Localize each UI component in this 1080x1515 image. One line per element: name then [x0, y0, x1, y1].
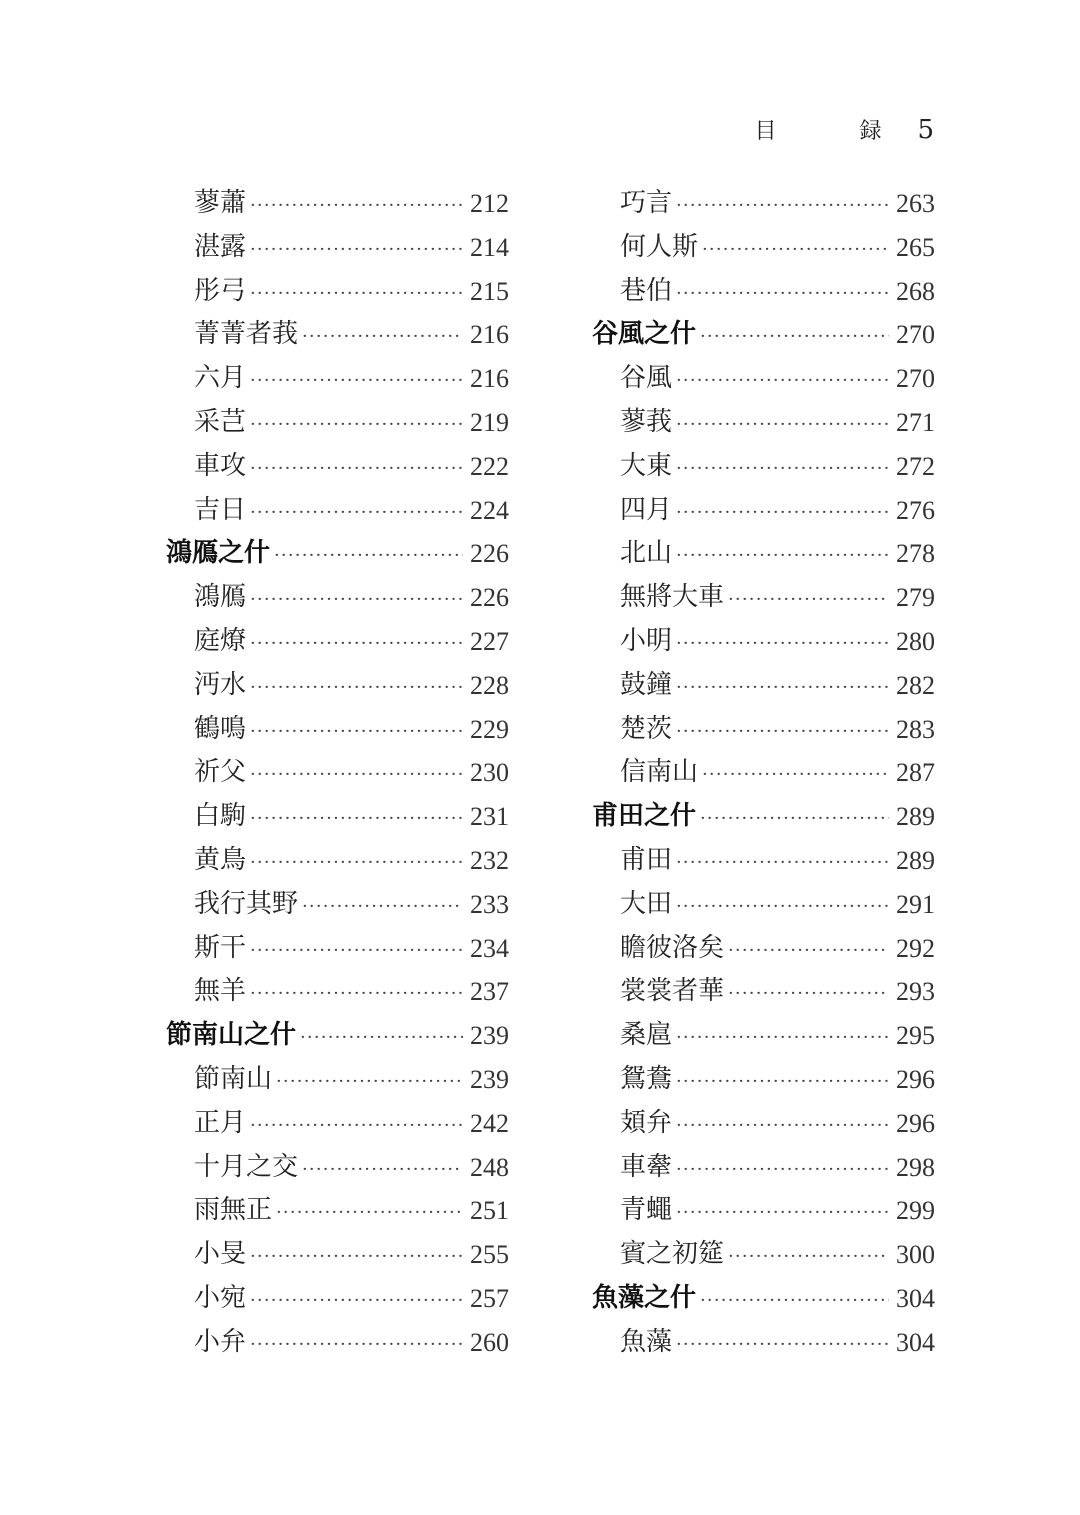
entry-page-number: 260 — [470, 1327, 509, 1357]
entry-title: 四月 — [620, 494, 673, 525]
page-number: 5 — [917, 115, 934, 145]
entry-title: 鴻鴈之什 — [166, 538, 271, 569]
dot-leader — [276, 1056, 463, 1104]
toc-entry — [592, 883, 936, 927]
entry-title: 楚茨 — [620, 713, 673, 744]
entry-title: 節南山之什 — [166, 1020, 297, 1051]
toc-entry — [166, 1189, 510, 1233]
entry-title: 沔水 — [194, 669, 247, 700]
dot-leader — [302, 881, 463, 929]
dot-leader — [728, 574, 889, 622]
entry-title: 裳裳者華 — [620, 976, 725, 1007]
toc-entry — [166, 313, 510, 357]
toc-entry — [166, 883, 510, 927]
entry-title: 甫田 — [620, 844, 673, 875]
toc-entry — [166, 839, 510, 883]
toc-entry — [592, 620, 936, 664]
dot-leader — [676, 268, 889, 316]
entry-title: 巷伯 — [620, 275, 673, 306]
dot-leader — [728, 968, 889, 1016]
entry-page-number: 304 — [896, 1327, 935, 1357]
entry-page-number: 280 — [896, 626, 935, 656]
dot-leader — [676, 662, 889, 710]
toc-entry — [592, 1321, 936, 1365]
dot-leader — [250, 574, 463, 622]
entry-page-number: 265 — [896, 232, 935, 262]
entry-page-number: 295 — [896, 1021, 935, 1051]
toc-entry — [166, 664, 510, 708]
entry-title: 大東 — [620, 450, 673, 481]
toc-entry — [166, 1277, 510, 1321]
entry-page-number: 272 — [896, 451, 935, 481]
toc-section-entry — [166, 1014, 510, 1058]
dot-leader — [700, 311, 889, 359]
entry-page-number: 300 — [896, 1240, 935, 1270]
entry-page-number: 227 — [470, 626, 509, 656]
entry-title: 庭燎 — [194, 625, 247, 656]
entry-page-number: 304 — [896, 1283, 935, 1313]
entry-title: 瞻彼洛矣 — [620, 932, 725, 963]
toc-entry — [592, 1146, 936, 1190]
entry-page-number: 234 — [470, 933, 509, 963]
dot-leader — [676, 1100, 889, 1148]
toc-entry — [592, 1014, 936, 1058]
entry-page-number: 279 — [896, 583, 935, 613]
entry-page-number: 214 — [470, 232, 509, 262]
toc-entry — [592, 576, 936, 620]
entry-title: 我行其野 — [194, 888, 299, 919]
toc-entry — [592, 532, 936, 576]
entry-title: 祈父 — [194, 757, 247, 788]
toc-entry — [592, 489, 936, 533]
entry-page-number: 215 — [470, 276, 509, 306]
entry-page-number: 291 — [896, 889, 935, 919]
entry-title: 湛露 — [194, 231, 247, 262]
toc-section-entry — [592, 313, 936, 357]
entry-title: 小弁 — [194, 1326, 247, 1357]
entry-page-number: 292 — [896, 933, 935, 963]
entry-title: 斯干 — [194, 932, 247, 963]
entry-title: 雨無正 — [194, 1195, 273, 1226]
running-title: 目 録 — [754, 119, 920, 144]
toc-entry — [592, 664, 936, 708]
dot-leader — [250, 487, 463, 535]
entry-page-number: 282 — [896, 670, 935, 700]
toc-entry — [592, 1102, 936, 1146]
entry-page-number: 239 — [470, 1021, 509, 1051]
toc-entry — [592, 839, 936, 883]
dot-leader — [250, 268, 463, 316]
dot-leader — [676, 180, 889, 228]
entry-title: 白駒 — [194, 801, 247, 832]
entry-page-number: 299 — [896, 1196, 935, 1226]
toc-entry — [166, 270, 510, 314]
entry-page-number: 231 — [470, 802, 509, 832]
entry-page-number: 232 — [470, 845, 509, 875]
page-header — [754, 114, 934, 145]
dot-leader — [250, 1100, 463, 1148]
dot-leader — [676, 837, 889, 885]
dot-leader — [676, 399, 889, 447]
dot-leader — [676, 1012, 889, 1060]
dot-leader — [302, 1144, 463, 1192]
toc-entry — [166, 182, 510, 226]
dot-leader — [676, 487, 889, 535]
dot-leader — [676, 1144, 889, 1192]
dot-leader — [250, 749, 463, 797]
dot-leader — [250, 706, 463, 754]
entry-title: 鴻鴈 — [194, 582, 247, 613]
entry-page-number: 278 — [896, 539, 935, 569]
dot-leader — [250, 968, 463, 1016]
entry-title: 大田 — [620, 888, 673, 919]
entry-title: 六月 — [194, 363, 247, 394]
entry-title: 蓼莪 — [620, 406, 673, 437]
entry-page-number: 216 — [470, 320, 509, 350]
toc-entry — [592, 751, 936, 795]
entry-page-number: 228 — [470, 670, 509, 700]
entry-page-number: 216 — [470, 364, 509, 394]
toc-entry — [592, 182, 936, 226]
entry-page-number: 251 — [470, 1196, 509, 1226]
entry-page-number: 296 — [896, 1108, 935, 1138]
entry-title: 鴛鴦 — [620, 1063, 673, 1094]
dot-leader — [676, 530, 889, 578]
dot-leader — [300, 1012, 463, 1060]
toc-entry — [592, 970, 936, 1014]
toc-entry — [166, 357, 510, 401]
toc-entry — [592, 445, 936, 489]
toc-section-entry — [592, 795, 936, 839]
entry-page-number: 268 — [896, 276, 935, 306]
entry-title: 谷風之什 — [592, 319, 697, 350]
entry-title: 巧言 — [620, 188, 673, 218]
dot-leader — [250, 1275, 463, 1323]
dot-leader — [250, 355, 463, 403]
entry-title: 桑扈 — [620, 1020, 673, 1051]
toc-entry — [166, 708, 510, 752]
toc-entry — [592, 927, 936, 971]
entry-page-number: 289 — [896, 802, 935, 832]
entry-page-number: 229 — [470, 714, 509, 744]
toc-left-column — [166, 182, 510, 1365]
entry-page-number: 276 — [896, 495, 935, 525]
toc-section-entry — [166, 532, 510, 576]
entry-page-number: 255 — [470, 1240, 509, 1270]
entry-page-number: 298 — [896, 1152, 935, 1182]
entry-title: 吉日 — [194, 494, 247, 525]
entry-title: 正月 — [194, 1107, 247, 1138]
toc-entry — [166, 1146, 510, 1190]
toc-entry — [592, 1189, 936, 1233]
entry-title: 小明 — [620, 625, 673, 656]
entry-page-number: 222 — [470, 451, 509, 481]
toc-entry — [166, 1321, 510, 1365]
entry-page-number: 239 — [470, 1064, 509, 1094]
entry-page-number: 224 — [470, 495, 509, 525]
entry-title: 北山 — [620, 538, 673, 569]
toc-entry — [592, 226, 936, 270]
dot-leader — [276, 1187, 463, 1235]
entry-title: 十月之交 — [194, 1151, 299, 1182]
toc-entry — [592, 270, 936, 314]
toc-entry — [592, 1233, 936, 1277]
entry-title: 谷風 — [620, 363, 673, 394]
dot-leader — [676, 706, 889, 754]
dot-leader — [676, 1056, 889, 1104]
dot-leader — [728, 925, 889, 973]
toc-entry — [166, 576, 510, 620]
entry-page-number: 270 — [896, 320, 935, 350]
entry-title: 青蠅 — [620, 1195, 673, 1226]
toc-entry — [166, 445, 510, 489]
entry-title: 黄鳥 — [194, 844, 247, 875]
toc-entry — [166, 795, 510, 839]
dot-leader — [250, 618, 463, 666]
dot-leader — [702, 749, 889, 797]
entry-title: 魚藻之什 — [592, 1282, 697, 1313]
dot-leader — [702, 224, 889, 272]
entry-page-number: 237 — [470, 977, 509, 1007]
entry-title: 鼓鐘 — [620, 669, 673, 700]
dot-leader — [250, 662, 463, 710]
toc-entry — [592, 357, 936, 401]
dot-leader — [676, 355, 889, 403]
entry-title: 車攻 — [194, 450, 247, 481]
entry-page-number: 212 — [470, 189, 509, 218]
entry-page-number: 242 — [470, 1108, 509, 1138]
entry-title: 菁菁者莪 — [194, 319, 299, 350]
entry-title: 鶴鳴 — [194, 713, 247, 744]
dot-leader — [250, 224, 463, 272]
entry-title: 節南山 — [194, 1063, 273, 1094]
dot-leader — [250, 1319, 463, 1367]
entry-page-number: 248 — [470, 1152, 509, 1182]
dot-leader — [250, 837, 463, 885]
toc-entry — [166, 226, 510, 270]
dot-leader — [250, 1231, 463, 1279]
entry-title: 頍弁 — [620, 1107, 673, 1138]
entry-page-number: 219 — [470, 407, 509, 437]
entry-title: 蓼蕭 — [194, 188, 247, 218]
entry-title: 小旻 — [194, 1239, 247, 1270]
dot-leader — [274, 530, 463, 578]
toc-entry — [166, 489, 510, 533]
entry-page-number: 287 — [896, 758, 935, 788]
entry-title: 何人斯 — [620, 231, 699, 262]
entry-page-number: 283 — [896, 714, 935, 744]
entry-title: 小宛 — [194, 1282, 247, 1313]
entry-title: 彤弓 — [194, 275, 247, 306]
toc-entry — [166, 620, 510, 664]
dot-leader — [302, 311, 463, 359]
entry-page-number: 296 — [896, 1064, 935, 1094]
entry-page-number: 226 — [470, 539, 509, 569]
dot-leader — [700, 793, 889, 841]
toc-entry — [166, 927, 510, 971]
dot-leader — [676, 1187, 889, 1235]
dot-leader — [676, 881, 889, 929]
dot-leader — [250, 399, 463, 447]
toc-entry — [166, 1102, 510, 1146]
entry-title: 信南山 — [620, 757, 699, 788]
entry-page-number: 233 — [470, 889, 509, 919]
dot-leader — [676, 618, 889, 666]
entry-page-number: 293 — [896, 977, 935, 1007]
dot-leader — [250, 793, 463, 841]
toc-section-entry — [592, 1277, 936, 1321]
toc-entry — [166, 1233, 510, 1277]
entry-title: 甫田之什 — [592, 801, 697, 832]
entry-title: 車舝 — [620, 1151, 673, 1182]
toc-entry — [592, 401, 936, 445]
entry-page-number: 257 — [470, 1283, 509, 1313]
dot-leader — [728, 1231, 889, 1279]
entry-page-number: 289 — [896, 845, 935, 875]
entry-page-number: 270 — [896, 364, 935, 394]
dot-leader — [676, 1319, 889, 1367]
entry-title: 賓之初筵 — [620, 1239, 725, 1270]
toc-entry — [166, 1058, 510, 1102]
dot-leader — [676, 443, 889, 491]
dot-leader — [250, 443, 463, 491]
dot-leader — [700, 1275, 889, 1323]
entry-title: 無羊 — [194, 976, 247, 1007]
entry-title: 采芑 — [194, 406, 247, 437]
toc-right-column — [592, 182, 936, 1365]
toc-entry — [592, 1058, 936, 1102]
dot-leader — [250, 180, 463, 228]
entry-page-number: 230 — [470, 758, 509, 788]
toc-entry — [166, 970, 510, 1014]
entry-page-number: 271 — [896, 407, 935, 437]
dot-leader — [250, 925, 463, 973]
toc-entry — [592, 708, 936, 752]
entry-page-number: 226 — [470, 583, 509, 613]
entry-title: 無將大車 — [620, 582, 725, 613]
entry-page-number: 263 — [896, 189, 935, 218]
toc-entry — [166, 401, 510, 445]
toc-entry — [166, 751, 510, 795]
entry-title: 魚藻 — [620, 1326, 673, 1357]
